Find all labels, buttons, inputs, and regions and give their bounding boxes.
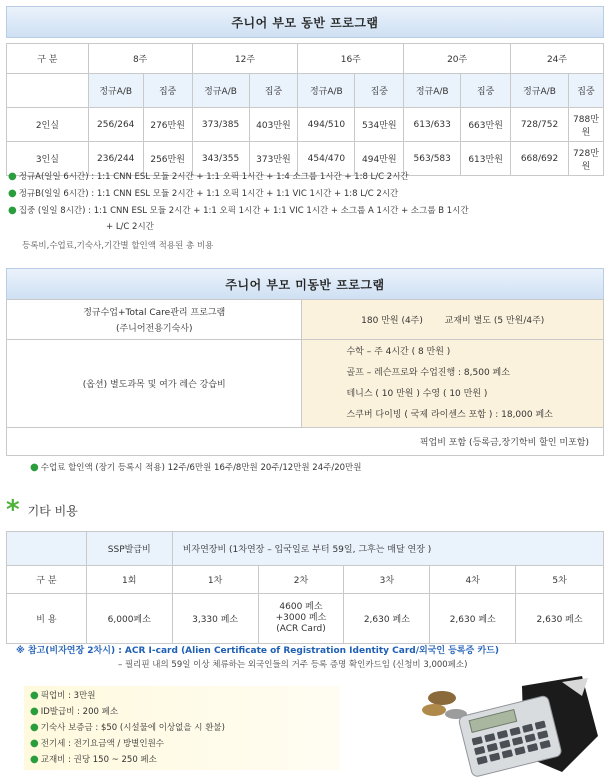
bullet-icon: ● <box>30 462 39 473</box>
list-item-text: 전기세 : 전기요금액 / 방별인원수 <box>40 739 165 749</box>
price-cell: 256/264 <box>88 108 143 142</box>
acr-reference-detail: – 필리핀 내의 59일 이상 체류하는 외국인들의 거주 등록 증명 확인카드임 (신청비 3,000페소) <box>118 660 468 670</box>
price-cell: 663만원 <box>461 108 511 142</box>
program-sub: (주니어전용기숙사) <box>115 324 193 334</box>
week-header: 24주 <box>511 44 604 74</box>
price-cell: 788만원 <box>568 108 603 142</box>
price-cell: 728/752 <box>511 108 569 142</box>
note-text: 집중 (일일 8시간) : 1:1 CNN ESL 모듈 2시간 + 1:1 오픽 1시간 + 1:1 VIC 1시간 + 소그룹 A 1시간 + 소그룹 B 1시간 <box>18 206 469 216</box>
non-accompany-table <box>6 299 604 456</box>
list-item-text: 픽업비 : 3만원 <box>40 691 96 701</box>
accompany-price-table <box>6 43 604 176</box>
sub-header-a: 정규A/B <box>298 74 355 108</box>
week-header: 16주 <box>298 44 404 74</box>
accompany-title-text: 주니어 부모 동반 프로그램 <box>231 15 379 30</box>
sub-header-a: 정규A/B <box>511 74 569 108</box>
extra-costs-list <box>24 686 340 770</box>
price-cell: 534만원 <box>355 108 404 142</box>
sub-header-b: 집중 <box>461 74 511 108</box>
col-header: 구 분 <box>7 566 87 594</box>
sub-header-a: 정규A/B <box>404 74 461 108</box>
table-row <box>7 594 604 644</box>
non-accompany-title-text: 주니어 부모 미동반 프로그램 <box>225 277 385 292</box>
table-header-row <box>7 532 604 566</box>
price-cell: 613/633 <box>404 108 461 142</box>
bullet-icon: ● <box>30 722 39 733</box>
price-cell: 236/244 <box>88 142 143 176</box>
cost-cell <box>258 594 344 644</box>
option-label-cell: (옵션) 별도과목 및 여가 레슨 강습비 <box>7 340 302 428</box>
other-costs-heading <box>6 495 78 525</box>
list-item <box>30 720 334 736</box>
price-cell: 668/692 <box>511 142 569 176</box>
list-item <box>30 752 334 768</box>
cost-cell: 2,630 페소 <box>430 594 516 644</box>
calculator-wallet-illustration <box>412 676 602 780</box>
list-item-text: 기숙사 보증금 : $50 (시설물에 이상없을 시 환불) <box>40 723 225 733</box>
cost-line: (ACR Card) <box>276 624 326 634</box>
note-text: 정규A(일일 6시간) : 1:1 CNN ESL 모듈 2시간 + 1:1 오픽 1시간 + 1:4 소그룹 1시간 + 1:8 L/C 2시간 <box>18 172 409 182</box>
list-item <box>30 736 334 752</box>
blank-cell <box>7 532 87 566</box>
cost-cell: 2,630 페소 <box>516 594 604 644</box>
row-label: 3인실 <box>7 142 89 176</box>
table-row <box>7 108 604 142</box>
program-price-cell <box>302 300 604 340</box>
sub-header-b: 집중 <box>568 74 603 108</box>
price-cell: 276만원 <box>143 108 192 142</box>
bullet-icon: ● <box>8 188 17 199</box>
list-item <box>30 688 334 704</box>
pickup-note: 픽업비 포함 (등록금,장기학비 할인 미포함) <box>7 428 604 456</box>
bullet-icon: ● <box>30 690 39 701</box>
price-cell: 343/355 <box>192 142 249 176</box>
non-accompany-title <box>6 268 604 300</box>
cost-cell: 6,000페소 <box>86 594 172 644</box>
sub-header-a: 정규A/B <box>192 74 249 108</box>
price-cell: 613만원 <box>461 142 511 176</box>
asterisk-icon: * <box>6 495 20 525</box>
price-cell: 563/583 <box>404 142 461 176</box>
ssp-header: SSP발급비 <box>86 532 172 566</box>
table-row <box>7 340 604 428</box>
col-header: 구 분 <box>7 44 89 74</box>
price-cell: 373/385 <box>192 108 249 142</box>
week-header: 8주 <box>88 44 192 74</box>
cost-cell: 3,330 페소 <box>172 594 258 644</box>
note-text: 수업료 할인액 (장기 등록시 적용) 12주/6만원 16주/8만원 20주/12만원 24주/20만원 <box>40 463 362 473</box>
blank-cell <box>7 74 89 108</box>
cost-cell: 2,630 페소 <box>344 594 430 644</box>
row-label: 비 용 <box>7 594 87 644</box>
table-row <box>7 300 604 340</box>
note-line <box>30 459 361 476</box>
program-price: 180 만원 (4주) <box>361 316 423 326</box>
row-label: 2인실 <box>7 108 89 142</box>
col-header: 1회 <box>86 566 172 594</box>
col-header: 2차 <box>258 566 344 594</box>
price-cell: 494만원 <box>355 142 404 176</box>
price-cell: 373만원 <box>249 142 298 176</box>
col-header: 4차 <box>430 566 516 594</box>
note-text: + L/C 2시간 <box>106 222 154 232</box>
price-cell: 454/470 <box>298 142 355 176</box>
option-item: 테니스 ( 10 만원 ) 수영 ( 10 만원 ) <box>346 388 488 399</box>
discount-note <box>30 459 361 476</box>
week-header: 20주 <box>404 44 511 74</box>
sub-header-row <box>7 74 604 108</box>
note-line <box>8 238 469 255</box>
note-line <box>8 202 469 219</box>
bullet-icon: ● <box>8 205 17 216</box>
bullet-icon: ● <box>30 706 39 717</box>
list-item <box>30 704 334 720</box>
table-row <box>7 428 604 456</box>
sub-header-b: 집중 <box>249 74 298 108</box>
bullet-icon: ● <box>30 738 39 749</box>
table-header-row <box>7 566 604 594</box>
note-text: 정규B(일일 6시간) : 1:1 CNN ESL 모듈 2시간 + 1:1 오픽 1시간 + 1:1 VIC 1시간 + 1:8 L/C 2시간 <box>18 189 399 199</box>
cost-line: 4600 페소 <box>279 602 323 612</box>
accompany-title <box>6 6 604 38</box>
program-name: 정규수업+Total Care관리 프로그램 <box>83 308 226 318</box>
acr-reference-text: ※ 참고(비자연장 2차시) : ACR I-card (Alien Certificate of Registration Identity Card/외국인 등록증 카드) <box>16 646 499 656</box>
bullet-icon: ● <box>8 171 17 182</box>
visa-header: 비자연장비 (1차연장 – 입국일로 부터 59일, 그후는 매달 연장 ) <box>172 532 603 566</box>
other-costs-title: 기타 비용 <box>27 503 78 518</box>
coin-icon <box>422 704 446 716</box>
option-item: 스쿠버 다이빙 ( 국제 라이센스 포함 ) : 18,000 페소 <box>346 409 553 420</box>
sub-header-b: 집중 <box>143 74 192 108</box>
list-item-text: ID발급비 : 200 페소 <box>40 707 119 717</box>
price-cell: 403만원 <box>249 108 298 142</box>
option-item: 골프 – 레슨프로와 수업진행 : 8,500 페소 <box>346 367 510 378</box>
option-list-cell <box>302 340 604 428</box>
note-line <box>8 185 469 202</box>
price-cell: 494/510 <box>298 108 355 142</box>
accompany-notes <box>8 168 469 255</box>
acr-reference <box>16 643 499 656</box>
col-header: 3차 <box>344 566 430 594</box>
week-header: 12주 <box>192 44 298 74</box>
price-cell: 256만원 <box>143 142 192 176</box>
bullet-icon: ● <box>30 754 39 765</box>
col-header: 5차 <box>516 566 604 594</box>
option-item: 수학 – 주 4시간 ( 8 만원 ) <box>346 346 451 357</box>
cost-line: +3000 페소 <box>275 613 327 623</box>
sub-header-b: 집중 <box>355 74 404 108</box>
list-item-text: 교재비 : 권당 150 ~ 250 페소 <box>40 755 157 765</box>
material-fee: 교재비 별도 (5 만원/4주) <box>444 316 545 326</box>
price-cell: 728만원 <box>568 142 603 176</box>
table-header-row <box>7 44 604 74</box>
coin-icon <box>428 691 456 705</box>
other-costs-table <box>6 531 604 644</box>
note-line <box>8 219 469 236</box>
note-line <box>8 168 469 185</box>
col-header: 1차 <box>172 566 258 594</box>
note-text: 등록비,수업료,기숙사,기간별 할인액 적용된 총 비용 <box>22 241 214 251</box>
program-cell <box>7 300 302 340</box>
sub-header-a: 정규A/B <box>88 74 143 108</box>
